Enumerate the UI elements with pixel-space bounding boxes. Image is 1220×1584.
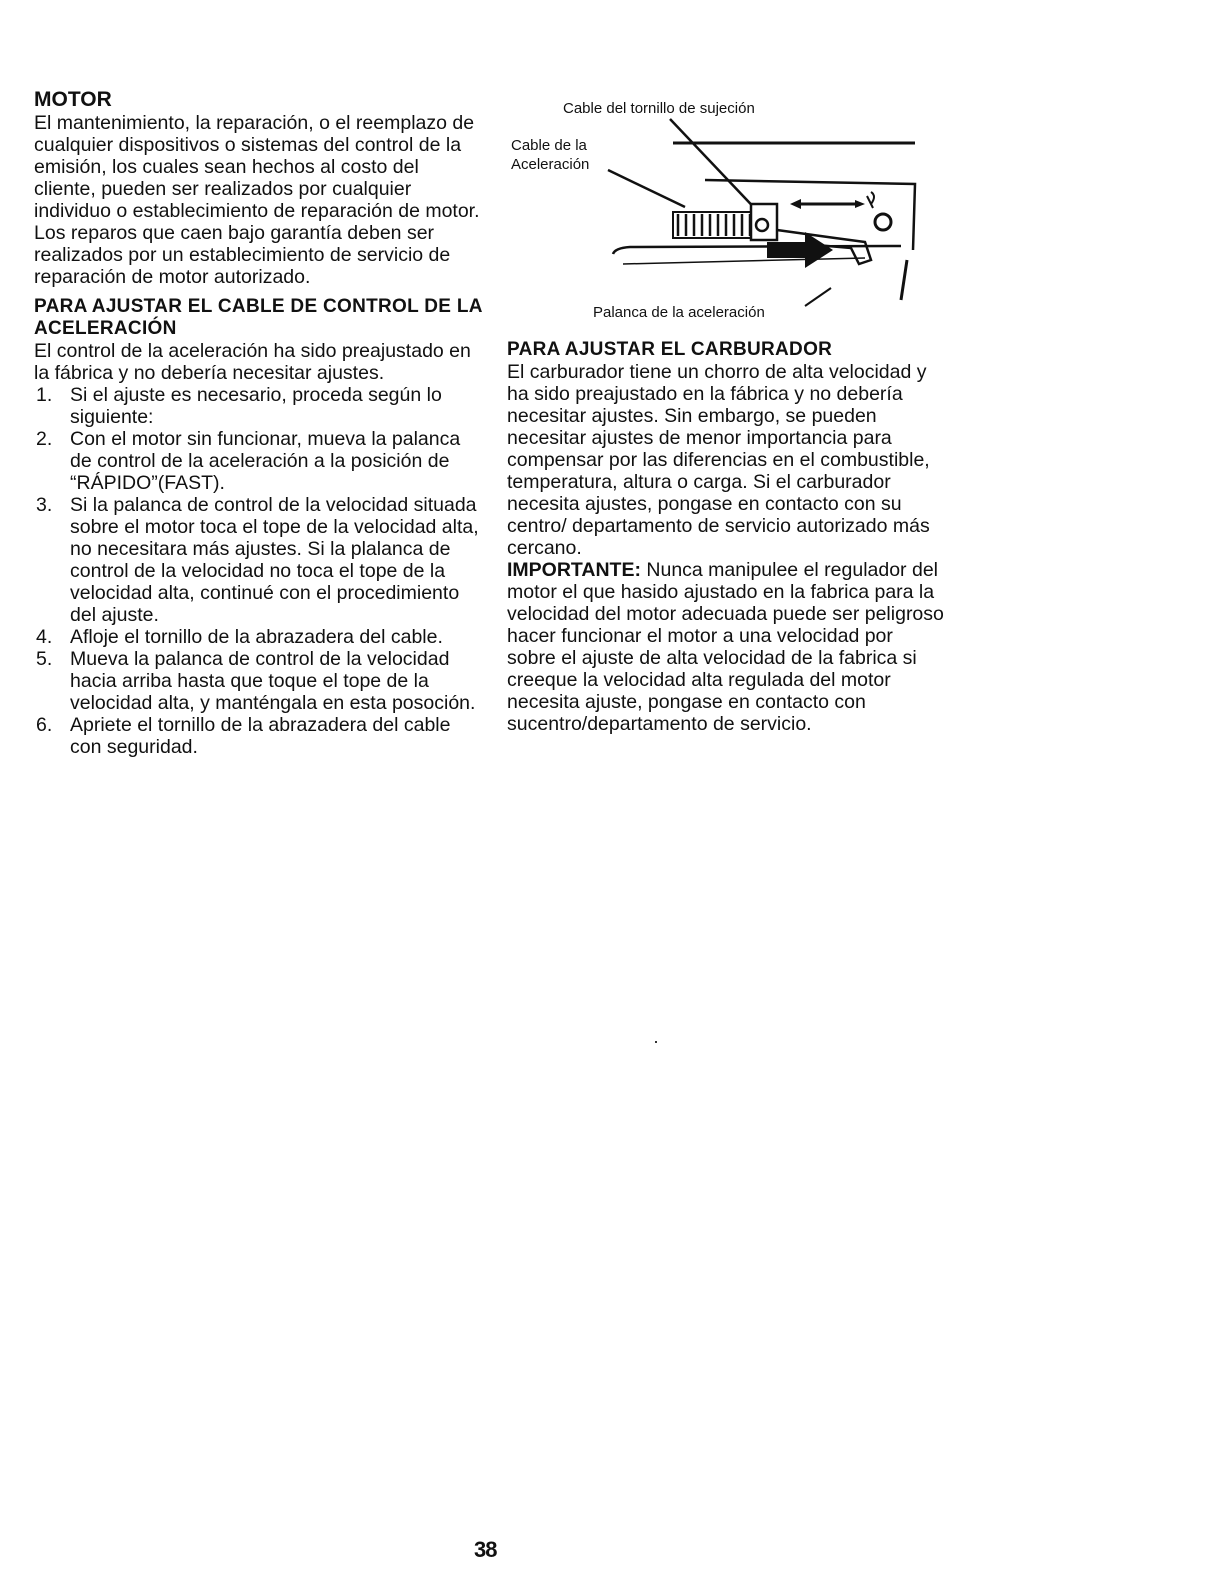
step-item [34, 384, 484, 428]
label-screw-cable: Cable del tornillo de sujeción [563, 100, 755, 117]
step-item [34, 626, 484, 648]
step-text: Con el motor sin funcionar, mueva la palanca de control de la aceleración a la posición de “RÁPIDO”(FAST). [70, 428, 461, 494]
label-lever: Palanca de la aceleración [593, 304, 765, 321]
important-label: IMPORTANTE: [507, 559, 641, 581]
step-number: 5. [36, 648, 53, 670]
step-item [34, 494, 484, 626]
step-number: 3. [36, 494, 53, 516]
label-accel-cable-line1: Cable de la [511, 137, 587, 154]
carburetor-paragraph: El carburador tiene un chorro de alta velocidad y ha sido preajustado en la fábrica y no debería necesitar ajustes. Sin embargo, se pueden necesitar ajustes de menor importancia para compensar por las diferencias en el combustible, temperatura, altura o carga. Si el carburador necesita ajustes, pongase en contacto con su centro/ departamento de servicio autorizado más cercano. [507, 361, 930, 559]
page-number: 38 [474, 1537, 497, 1562]
step-text: Si el ajuste es necesario, proceda según lo siguiente: [70, 384, 442, 428]
step-number: 4. [36, 626, 53, 648]
step-item [34, 648, 484, 714]
important-text: Nunca manipulee el regulador del motor el que hasido ajustado en la fabrica para la velocidad del motor adecuada puede ser peligroso hacer funcionar el motor a una velocidad por sobre el ajuste de alta velocidad de la fabrica si creeque la velocidad alta regulada del motor necesita ajuste, pongase en contacto con sucentro/departamento de servicio. [507, 559, 944, 735]
step-number: 2. [36, 428, 53, 450]
motor-heading: MOTOR [34, 88, 112, 111]
right-column [507, 339, 947, 735]
throttle-heading: PARA AJUSTAR EL CABLE DE CONTROL DE LA ACELERACIÓN [34, 296, 483, 339]
step-text: Apriete el tornillo de la abrazadera del cable con seguridad. [70, 714, 451, 758]
throttle-steps [34, 384, 484, 758]
stray-dot [655, 1041, 657, 1043]
throttle-cable-diagram [505, 92, 945, 332]
important-paragraph [507, 559, 947, 735]
step-item [34, 428, 484, 494]
step-text: Afloje el tornillo de la abrazadera del cable. [70, 626, 443, 648]
step-number: 6. [36, 714, 53, 736]
motor-paragraph: El mantenimiento, la reparación, o el reemplazo de cualquier dispositivos o sistemas del control de la emisión, los cuales sean hechos al costo del cliente, pueden ser realizados por cualquier individuo o establecimiento de reparación de motor. Los reparos que caen bajo garantía deben ser realizados por un establecimiento de servicio de reparación de motor autorizado. [34, 112, 480, 288]
label-accel-cable-line2: Aceleración [511, 156, 590, 173]
step-text: Mueva la palanca de control de la velocidad hacia arriba hasta que toque el tope de la velocidad alta, y manténgala en esta posoción. [70, 648, 476, 714]
left-column [34, 88, 484, 758]
throttle-intro: El control de la aceleración ha sido preajustado en la fábrica y no debería necesitar ajustes. [34, 340, 471, 384]
step-text: Si la palanca de control de la velocidad situada sobre el motor toca el tope de la velocidad alta, no necesitara más ajustes. Si la plalanca de control de la velocidad no toca el tope de la velocidad alta, continué con el procedimiento del ajuste. [70, 494, 479, 626]
step-number: 1. [36, 384, 53, 406]
carburetor-heading: PARA AJUSTAR EL CARBURADOR [507, 339, 833, 360]
step-item [34, 714, 484, 758]
diagram-drawing [608, 119, 915, 306]
